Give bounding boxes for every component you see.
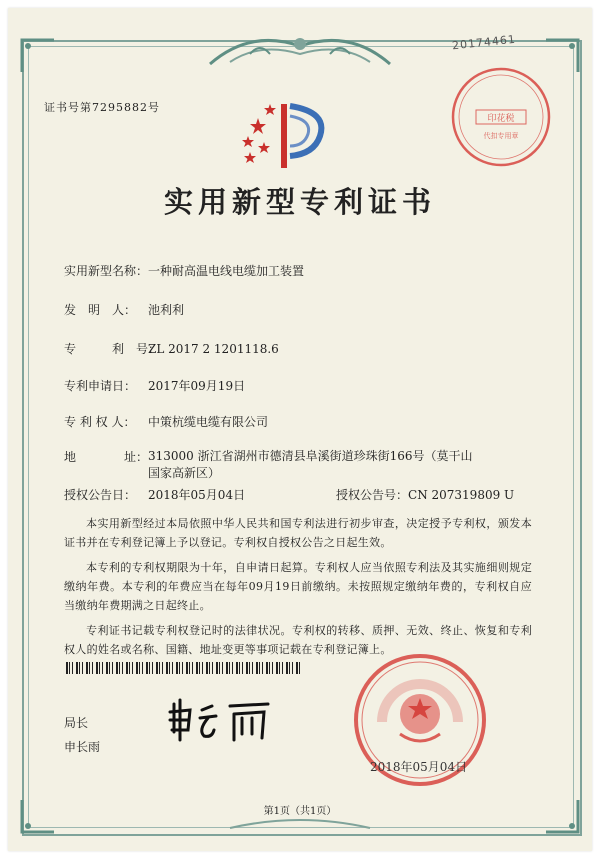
barcode-bar [272,662,273,674]
barcode-bar [132,662,133,674]
barcode-bar [222,662,223,674]
top-ornament [190,24,410,74]
field-value: ZL 2017 2 1201118.6 [148,342,279,356]
barcode-bar [106,662,108,674]
barcode-bar [149,662,150,674]
barcode-bar [229,662,230,674]
field-label: 授权公告日： [64,488,137,502]
field-label: 地 址： [64,450,149,464]
field-grant-number [336,486,514,503]
barcode-bar [139,662,140,674]
barcode-bar [159,662,160,674]
barcode-bar [89,662,90,674]
field-value: 中策杭缆电缆有限公司 [148,415,269,429]
certificate-body [64,514,532,665]
bottom-ornament [220,814,380,836]
barcode-bar [259,662,260,674]
barcode-bar [122,662,123,674]
barcode-bar [242,662,243,674]
field-label: 专利申请日： [64,379,137,393]
signature-name: 申长雨 [64,740,101,754]
barcode-bar [216,662,218,674]
barcode-bar [136,662,138,674]
barcode-bar [86,662,88,674]
page-number: 第1页（共1页） [263,806,337,817]
certificate-title: 实用新型专利证书 [163,185,436,219]
barcode-bar [76,662,78,674]
barcode-bar [109,662,110,674]
barcode-bar [119,662,120,674]
body-paragraph: 本实用新型经过本局依照中华人民共和国专利法进行初步审查，决定授予专利权，颁发本证书并在专利登记簿上予以登记。专利权自授权公告之日起生效。 [64,517,532,549]
barcode-bar [189,662,190,674]
handwritten-signature [168,696,278,746]
barcode-bar [166,662,168,674]
barcode [66,662,306,674]
barcode-bar [169,662,170,674]
barcode-bar [102,662,103,674]
barcode-bar [182,662,183,674]
barcode-bar [202,662,203,674]
barcode-bar [236,662,238,674]
svg-text:印花税: 印花税 [487,114,515,124]
barcode-bar [152,662,153,674]
barcode-bar [246,662,248,674]
barcode-bar [92,662,93,674]
field-label: 专 利 号： [64,342,161,356]
barcode-bar [286,662,288,674]
barcode-bar [126,662,128,674]
field-label: 实用新型名称： [64,264,149,278]
barcode-bar [156,662,158,674]
barcode-bar [192,662,193,674]
barcode-bar [99,662,100,674]
barcode-bar [129,662,130,674]
field-label: 授权公告号： [336,488,409,502]
barcode-bar [199,662,200,674]
barcode-bar [266,662,268,674]
barcode-bar [142,662,143,674]
field-patent-number [64,340,279,357]
barcode-bar [249,662,250,674]
barcode-bar [116,662,118,674]
field-utility-name [64,262,304,279]
body-paragraph: 本专利的专利权期限为十年，自申请日起算。专利权人应当依照专利法及其实施细则规定缴纳年费。本专利的年费应当在每年09月19日前缴纳。未按照规定缴纳年费的，专利权自应当缴纳年费期满之日起终止。 [64,561,532,612]
field-patentee [64,413,268,430]
body-paragraph: 专利证书记载专利权登记时的法律状况。专利权的转移、质押、无效、终止、恢复和专利权人的姓名或名称、国籍、地址变更等事项记载在专利登记簿上。 [64,624,532,656]
field-address-label [64,448,148,465]
barcode-bar [162,662,163,674]
field-inventor [64,301,184,318]
patent-office-logo [240,98,330,170]
certificate-number: 证书号第7295882号 [44,101,160,114]
barcode-bar [79,662,80,674]
barcode-bar [209,662,210,674]
barcode-bar [219,662,220,674]
barcode-bar [72,662,73,674]
barcode-bar [282,662,283,674]
field-value: 2018年05月04日 [148,488,246,502]
barcode-bar [276,662,278,674]
barcode-bar [232,662,233,674]
barcode-bar [289,662,290,674]
barcode-bar [112,662,113,674]
barcode-bar [256,662,258,674]
barcode-bar [279,662,280,674]
barcode-bar [82,662,83,674]
barcode-bar [252,662,253,674]
barcode-bar [299,662,300,674]
tax-seal [448,64,554,170]
field-value: 一种耐高温电线电缆加工装置 [148,264,305,278]
barcode-bar [176,662,178,674]
field-label: 发 明 人： [64,303,137,317]
field-label: 专 利 权 人： [64,415,136,429]
field-filing-date [64,377,245,394]
barcode-bar [69,662,70,674]
barcode-bar [196,662,198,674]
barcode-bar [212,662,213,674]
field-value: 2017年09月19日 [148,379,246,393]
barcode-bar [206,662,208,674]
barcode-bar [262,662,263,674]
field-value: CN 207319809 U [408,488,515,502]
handwritten-reference: 20174461 [451,32,517,53]
svg-text:代扣专用章: 代扣专用章 [483,132,519,140]
barcode-bar [292,662,293,674]
barcode-bar [239,662,240,674]
barcode-bar [146,662,148,674]
barcode-bar [226,662,228,674]
barcode-bar [179,662,180,674]
field-value: 池利利 [148,303,185,317]
signature-role: 局长 [64,716,89,730]
field-grant-date [64,486,245,503]
barcode-bar [269,662,270,674]
barcode-bar [66,662,68,674]
barcode-bar [96,662,98,674]
barcode-bar [186,662,188,674]
corner-ornament-tl [18,36,58,76]
barcode-bar [172,662,173,674]
seal-date: 2018年05月04日 [370,760,468,774]
barcode-bar [296,662,298,674]
field-address-value: 313000 浙江省湖州市德清县阜溪街道珍珠街166号（莫干山国家高新区） [148,449,473,480]
